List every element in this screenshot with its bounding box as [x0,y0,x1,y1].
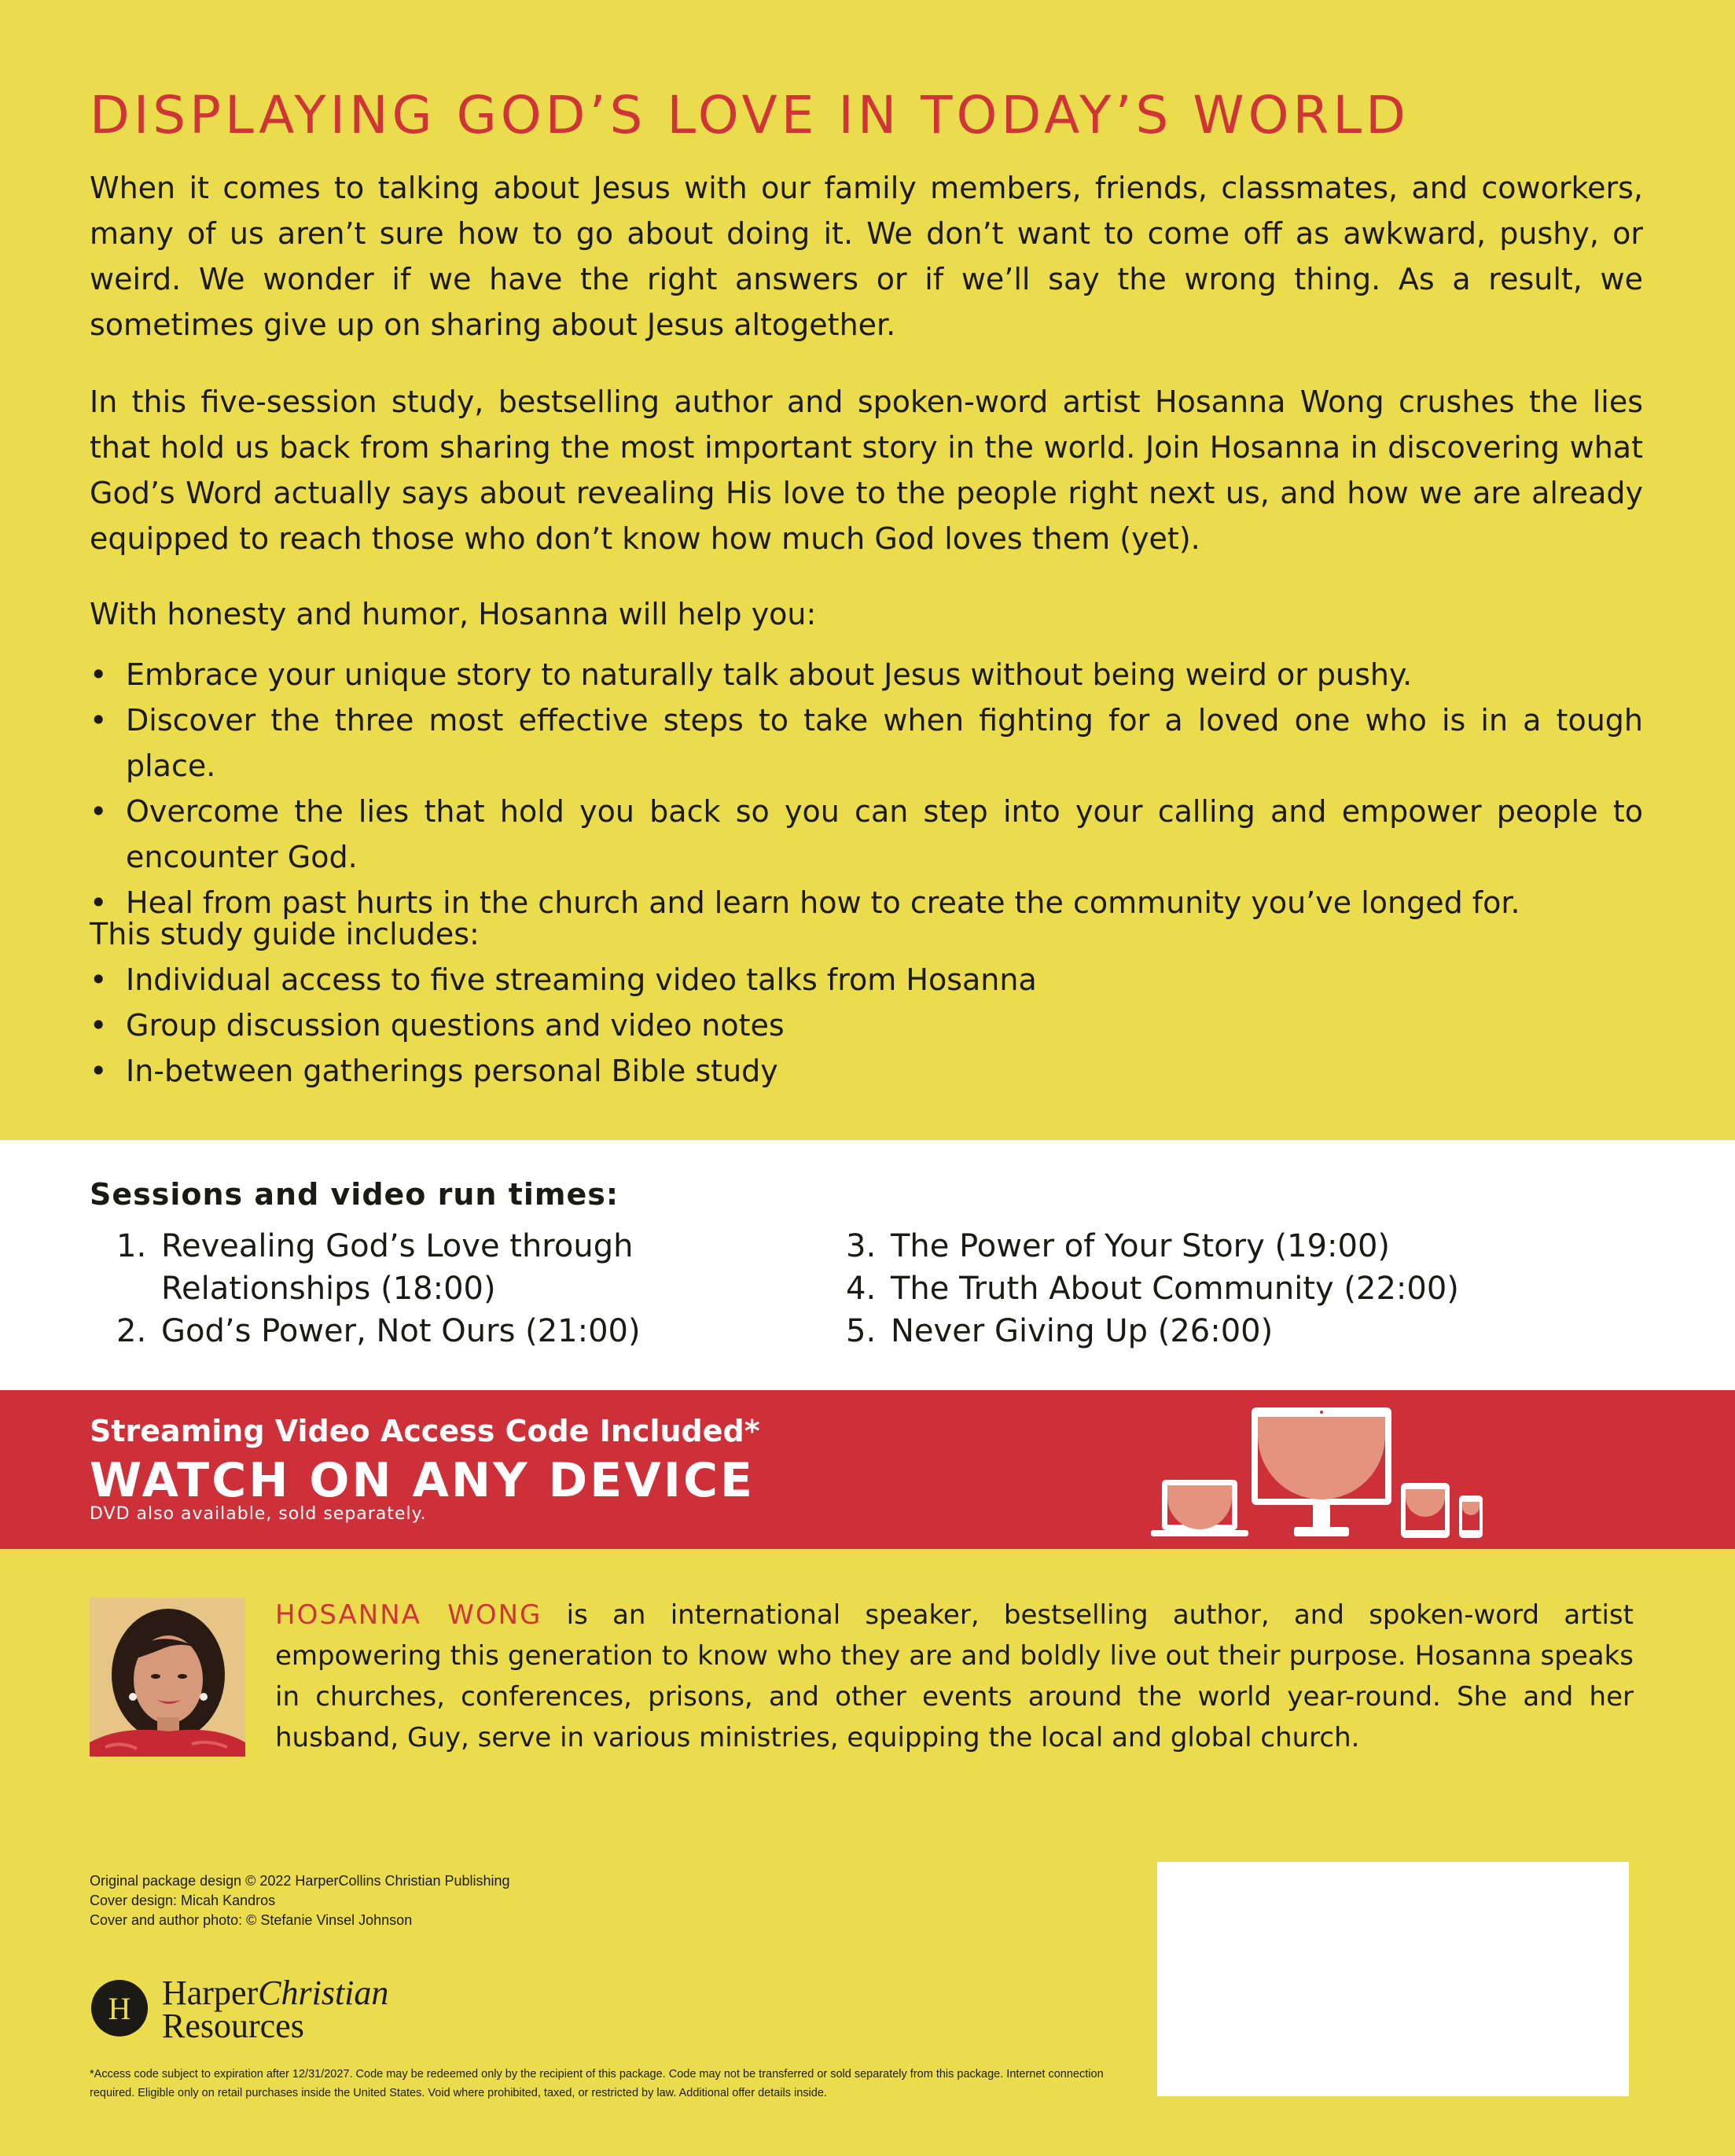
bullet-icon: • [90,657,108,692]
devices-icon [1148,1404,1494,1546]
intro-paragraph: When it comes to talking about Jesus with our family members, friends, classmates, and coworkers, many of us aren’t sure how to go about doing it. We don’t want to come off as awkward, pushy, or weird. We wonder if we have the right answers or if we’ll say the wrong thing. As a result, we sometimes give up on sharing about Jesus altogether. [90,171,1643,342]
author-bio-text: is an international speaker, bestselling author, and spoken-word artist empowering this generation to know who they are and boldly live out their purpose. Hosanna speaks in churches, conferences, prisons, and other events around the world year-round. She and her husband, Guy, serve in various ministries, equipping the local and global church. [275,1599,1634,1753]
bullet-icon: • [90,794,108,829]
list-item: • Overcome the lies that hold you back so you can step into your calling and empower people to encounter God. [90,789,1643,880]
session-item: 5. Never Giving Up (26:00) [846,1313,1274,1349]
credit-line: Original package design © 2022 HarperCollins Christian Publishing [90,1873,510,1889]
list-item: • Individual access to five streaming video talks from Hosanna [90,957,1643,1003]
bullet-icon: • [90,962,108,997]
monitor-icon [1252,1407,1391,1536]
author-bio [275,1595,1634,1758]
author-name: HOSANNA WONG [275,1599,542,1631]
sessions-section [0,1140,1735,1390]
design-credits [90,1871,510,1930]
list-item: • In-between gatherings personal Bible study [90,1048,1643,1094]
streaming-banner [0,1390,1735,1549]
help-lead-in: With honesty and humor, Hosanna will help you: [90,597,817,631]
credit-line: Cover design: Micah Kandros [90,1893,276,1908]
publisher-name: HarperChristian Resources [162,1974,389,2045]
svg-text:H: H [108,1991,131,2026]
bullet-icon: • [90,885,108,920]
publisher-monogram-icon [90,1977,153,2040]
sessions-list-left [116,1225,824,1352]
bullet-icon: • [90,1008,108,1043]
session-item: 4. The Truth About Community (22:00) [846,1271,1459,1307]
bullet-icon: • [90,1054,108,1088]
barcode-area [1157,1862,1629,2096]
list-item: • Heal from past hurts in the church and learn how to create the community you’ve longed for. [90,880,1643,925]
headline: DISPLAYING GOD’S LOVE IN TODAY’S WORLD [90,85,1410,145]
phone-icon [1459,1496,1483,1538]
includes-heading: This study guide includes: [90,917,480,951]
session-item: 3. The Power of Your Story (19:00) [846,1228,1390,1264]
session-item: 1. Revealing God’s Love through Relationships (18:00) [116,1228,634,1307]
intro-paragraph: In this five-session study, bestselling author and spoken-word artist Hosanna Wong crushes the lies that hold us back from sharing the most important story in the world. Join Hosanna in discovering what God’s Word actually says about revealing His love to the people right next us, and how we are already equipped to reach those who don’t know how much God loves them (yet). [90,384,1643,556]
sessions-list-right [846,1225,1632,1352]
includes-bullet-list [90,957,1643,1094]
list-item: • Group discussion questions and video notes [90,1003,1643,1048]
list-item: • Embrace your unique story to naturally talk about Jesus without being weird or pushy. [90,652,1643,697]
session-item: 2. God’s Power, Not Ours (21:00) [116,1313,641,1349]
help-bullet-list [90,652,1643,925]
list-item: • Discover the three most effective steps to take when fighting for a loved one who is in a tough place. [90,697,1643,789]
tablet-icon [1401,1483,1450,1538]
author-photo [90,1598,245,1757]
bullet-icon: • [90,703,108,738]
sessions-title: Sessions and video run times: [90,1177,619,1212]
publisher-logo [90,1974,420,2045]
credit-line: Cover and author photo: © Stefanie Vinsel Johnson [90,1912,413,1928]
dvd-note: DVD also available, sold separately. [90,1504,427,1524]
laptop-icon [1151,1480,1248,1536]
access-code-fineprint: *Access code subject to expiration after 12/31/2027. Code may be redeemed only by the recipient of this package. Code may not be transferred or sold separately from this package. Internet connection required. Eligible only on retail purchases inside the United States. Void where prohibited, taxed, or restricted by law. Additional offer details inside. [90,2068,1104,2099]
streaming-code-note: Streaming Video Access Code Included* [90,1414,760,1448]
watch-any-device-title: WATCH ON ANY DEVICE [90,1453,755,1508]
